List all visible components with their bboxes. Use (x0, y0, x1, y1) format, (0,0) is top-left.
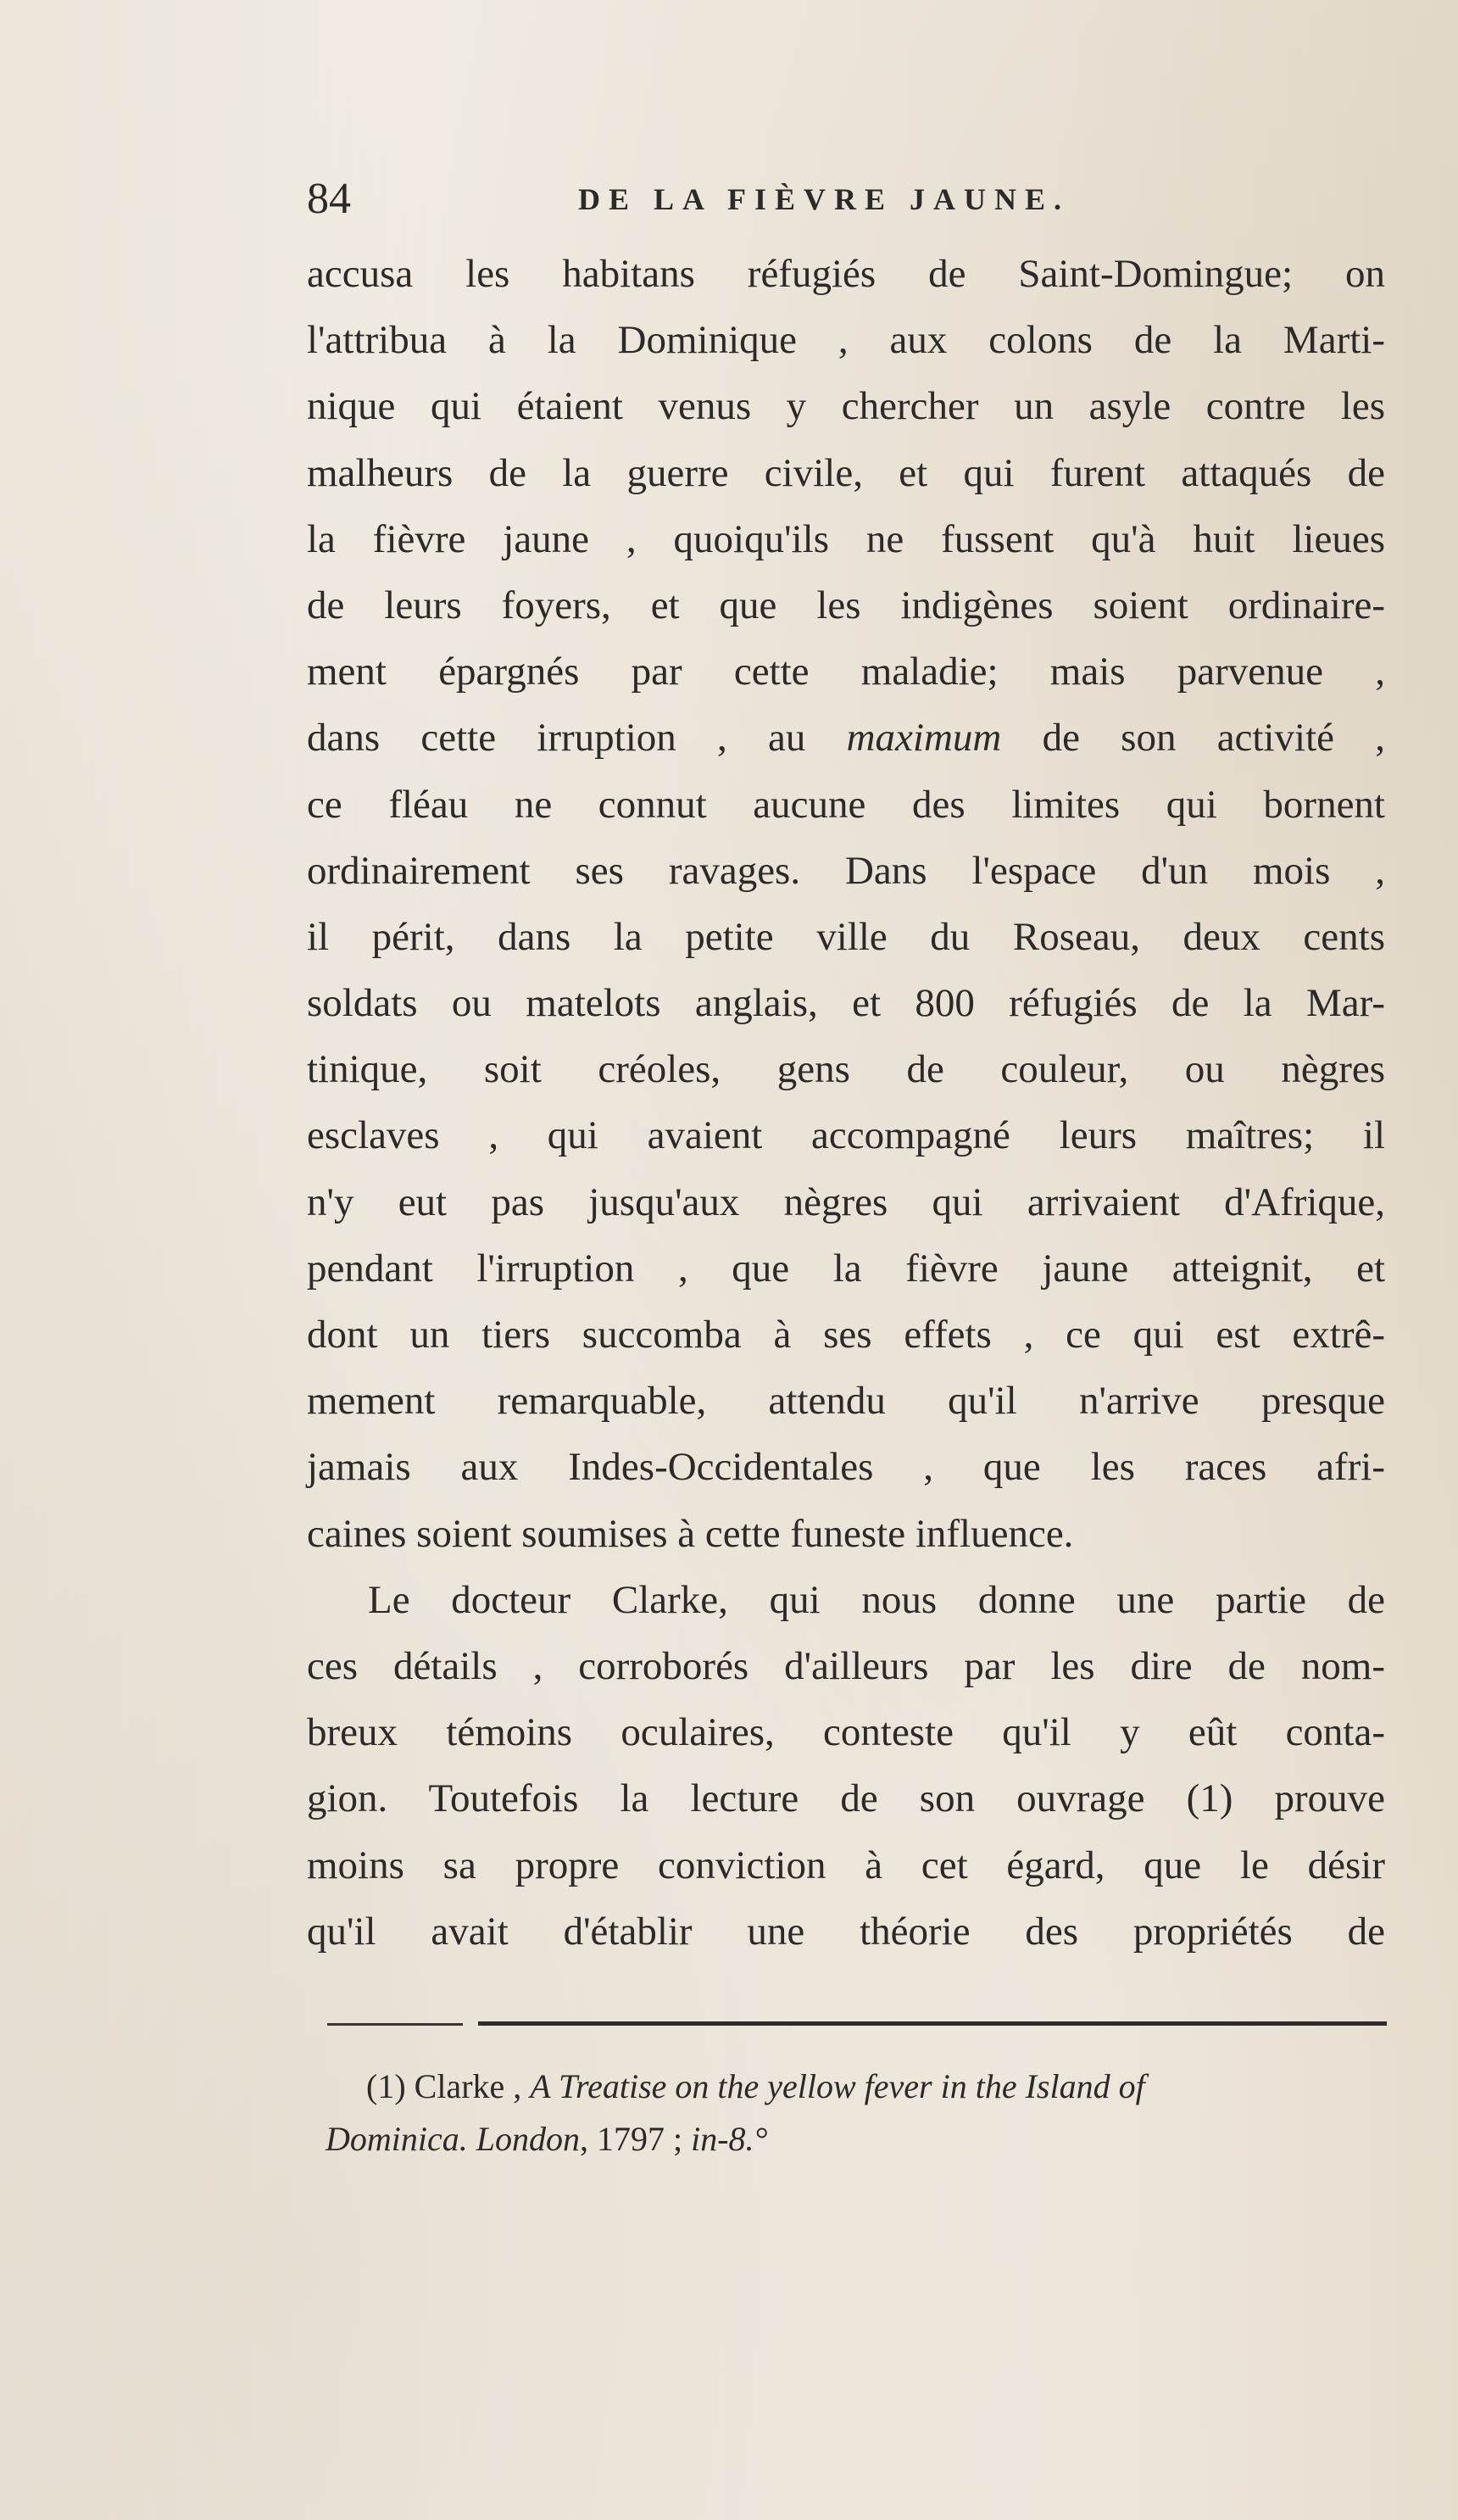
text-line: la fièvre jaune , quoiqu'ils ne fussent qu'à huit lieues (307, 516, 1385, 561)
text-line: malheurs de la guerre civile, et qui furent attaqués de (307, 450, 1385, 495)
text-line: ces détails , corroborés d'ailleurs par les dire de nom- (307, 1643, 1385, 1688)
text-line: jamais aux Indes-Occidentales , que les races afri- (307, 1445, 1385, 1490)
footnote-line (326, 2113, 1395, 2166)
text-line: mement remarquable, attendu qu'il n'arrive presque (307, 1379, 1385, 1424)
footnote-marker: (1) Clarke , (366, 2067, 531, 2105)
text-line: l'attribua à la Dominique , aux colons de la Marti- (307, 318, 1385, 363)
text-segment: dans cette irruption , au (307, 716, 847, 761)
footnote-format: in-8.° (691, 2120, 768, 2158)
text-line: esclaves , qui avaient accompagné leurs maîtres; il (307, 1113, 1385, 1158)
paragraph-1 (307, 241, 1385, 1567)
footnote-title: A Treatise on the yellow fever in the Island of (530, 2067, 1145, 2105)
text-line: nique qui étaient venus y chercher un asyle contre les (307, 384, 1385, 429)
text-line: accusa les habitans réfugiés de Saint-Domingue; on (307, 252, 1385, 296)
text-line: qu'il avait d'établir une théorie des propriétés de (307, 1909, 1385, 1954)
text-line: breux témoins oculaires, conteste qu'il y eût conta- (307, 1710, 1385, 1755)
text-line: n'y eut pas jusqu'aux nègres qui arrivaient d'Afrique, (307, 1179, 1385, 1224)
text-line: pendant l'irruption , que la fièvre jaune atteignit, et (307, 1246, 1385, 1291)
text-line: tinique, soit créoles, gens de couleur, ou nègres (307, 1047, 1385, 1092)
footnote-rule-short (327, 2023, 463, 2026)
footnote-title-cont: Dominica. London (326, 2120, 580, 2158)
text-line: ordinairement ses ravages. Dans l'espace d'un mois , (307, 848, 1385, 893)
text-line: Le docteur Clarke, qui nous donne une partie de (368, 1577, 1385, 1622)
page-number: 84 (307, 175, 351, 223)
text-line: gion. Toutefois la lecture de son ouvrage (1) prouve (307, 1776, 1385, 1821)
footnote-year: , 1797 ; (580, 2120, 692, 2158)
footnote-rule-long (478, 2021, 1387, 2026)
running-title: DE LA FIÈVRE JAUNE. (578, 182, 1071, 216)
text-line: caines soient soumises à cette funeste influence. (307, 1511, 1074, 1556)
text-line-with-italic (307, 705, 1385, 771)
body-text (307, 241, 1385, 1965)
page-header (307, 170, 1400, 229)
text-line: il périt, dans la petite ville du Roseau, deux cents (307, 914, 1385, 959)
footnote-line (326, 2060, 1395, 2113)
text-segment: de son activité , (1001, 716, 1385, 761)
italic-term: maximum (846, 716, 1002, 761)
text-line: ment épargnés par cette maladie; mais parvenue , (307, 650, 1385, 694)
text-line: ce fléau ne connut aucune des limites qui bornent (307, 782, 1385, 827)
text-line: de leurs foyers, et que les indigènes soient ordinaire- (307, 583, 1385, 627)
footnote (326, 2060, 1395, 2166)
text-line: moins sa propre conviction à cet égard, que le désir (307, 1843, 1385, 1887)
text-line: soldats ou matelots anglais, et 800 réfugiés de la Mar- (307, 981, 1385, 1026)
paragraph-2 (307, 1567, 1385, 1965)
text-line: dont un tiers succomba à ses effets , ce qui est extrê- (307, 1313, 1385, 1357)
